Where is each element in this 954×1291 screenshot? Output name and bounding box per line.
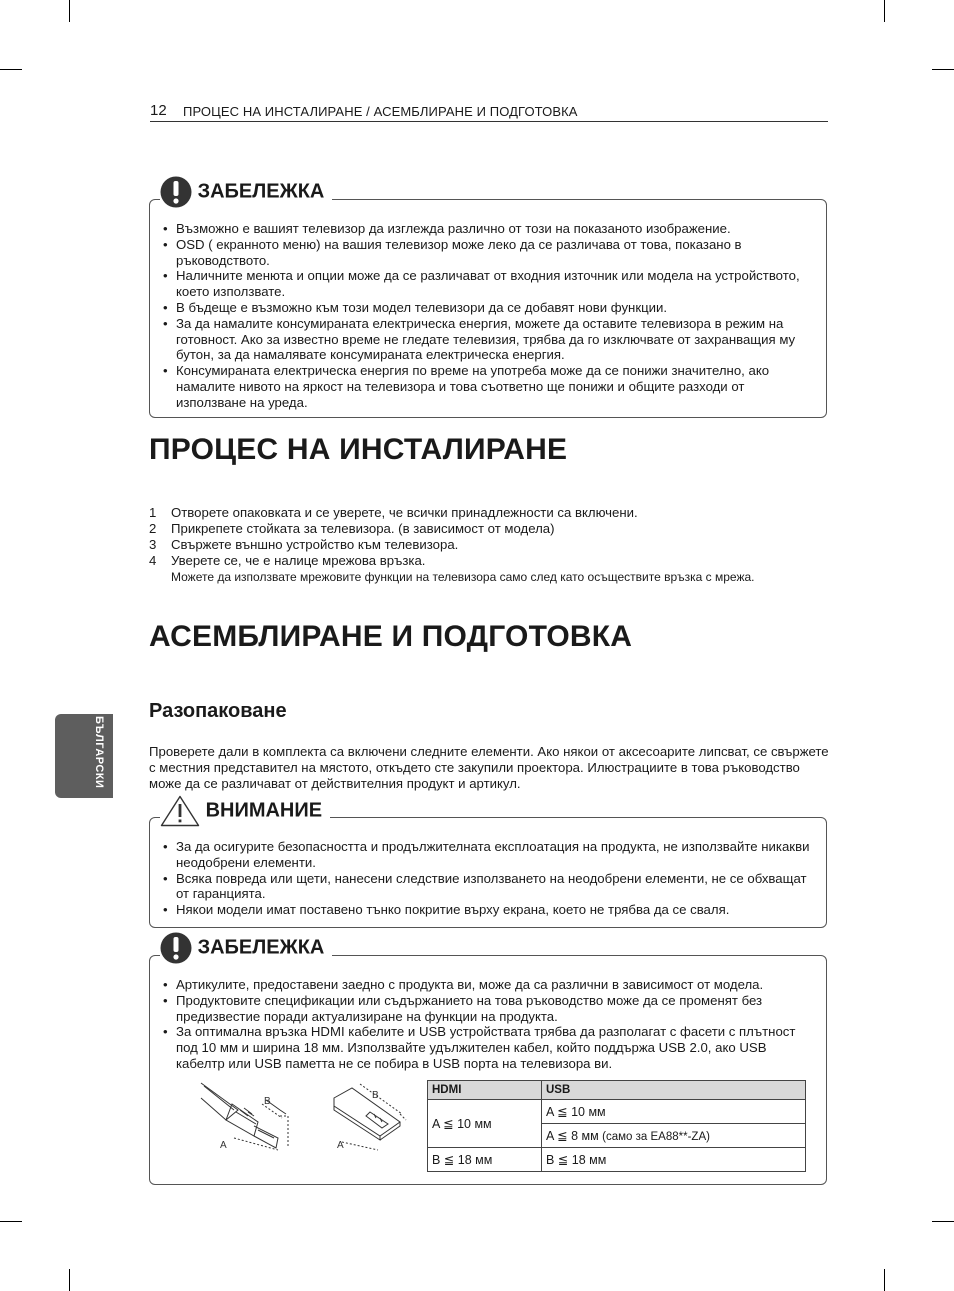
crop-mark: [69, 1269, 70, 1291]
column-header-usb: USB: [542, 1081, 806, 1100]
list-item: • За да намалите консумираната електрическа енергия, можете да оставите телевизора в режим на готовност. Ако за известно време не гледате телевизия, трябва да го изключвате от захранващия му бутон, за да намалявате консумираната електрическа енергия.: [163, 316, 813, 363]
list-item: • Консумираната електрическа енергия по време на употреба може да се понижи значително, ако намалите нивото на яркост на телевизора и това съответно ще понижи и общите разходи от използване на уреда.: [163, 363, 813, 410]
list-item: • Продуктовите спецификации или съдържанието на това ръководство може да се променят без предизвестие поради актуализиране на функции на продукта.: [163, 993, 815, 1025]
list-item: • В бъдеще е възможно към този модел телевизори да се добавят нови функции.: [163, 300, 813, 316]
dimension-label-b: B: [264, 1096, 271, 1107]
warning-triangle-icon: [160, 795, 200, 827]
crop-mark: [69, 0, 70, 22]
table-row: [428, 1100, 806, 1124]
crop-mark: [0, 1221, 22, 1222]
caution-box-title: ВНИМАНИЕ: [160, 795, 330, 827]
crop-mark: [932, 69, 954, 70]
intro-paragraph: Проверете дали в комплекта са включени следните елементи. Ако някои от аксесоарите липсват, се свържете с местния представител на мястото, откъдето сте закупили проектора. Илюстрациите в това ръководство може да се различават от действителния продукт и артикул.: [149, 744, 829, 791]
section-heading-install: ПРОЦЕС НА ИНСТАЛИРАНЕ: [149, 433, 568, 466]
crop-mark: [884, 0, 885, 22]
dimension-label-a: A: [220, 1140, 227, 1151]
note-box-title: ЗАБЕЛЕЖКА: [160, 932, 332, 964]
table-cell: A ≦ 10 мм: [542, 1100, 806, 1124]
connector-spec-table: [427, 1080, 806, 1172]
crop-mark: [0, 69, 22, 70]
page-number: 12: [150, 102, 167, 119]
hdmi-connector-icon: [196, 1080, 306, 1155]
subsection-heading: Разопаковане: [149, 700, 287, 722]
list-item: 4 Уверете се, че е налице мрежова връзка. Можете да използвате мрежовите функции на телевизора само след като осъществите връзка с мрежа.: [149, 553, 829, 585]
dimension-label-a: A: [337, 1140, 344, 1151]
running-header: ПРОЦЕС НА ИНСТАЛИРАНЕ / АСЕМБЛИРАНЕ И ПОДГОТОВКА: [183, 104, 578, 119]
list-item: • OSD ( екранното меню) на вашия телевизор може леко да се различава от това, показано в ръководството.: [163, 237, 813, 269]
note-list: [163, 221, 813, 411]
list-item: • За да осигурите безопасността и продължителната експлоатация на продукта, не използвайте никакви неодобрени елементи.: [163, 839, 813, 871]
crop-mark: [884, 1269, 885, 1291]
list-item: • Наличните менюта и опции може да се различават от входния източник или модела на устройството, което използвате.: [163, 268, 813, 300]
exclamation-circle-icon: [160, 176, 192, 208]
header-rule: [150, 121, 828, 122]
exclamation-circle-icon: [160, 932, 192, 964]
usb-connector-icon: [330, 1080, 410, 1155]
list-item: • Артикулите, предоставени заедно с продукта ви, може да са различни в зависимост от модела.: [163, 977, 815, 993]
language-tab: БЪЛГАРСКИ: [55, 714, 113, 798]
table-header-row: [428, 1081, 806, 1100]
list-item: • Възможно е вашият телевизор да изглежда различно от този на показаното изображение.: [163, 221, 813, 237]
list-item: • Някои модели имат поставено тънко покритие върху екрана, което не трябва да се сваля.: [163, 902, 813, 918]
note-list: [163, 977, 815, 1072]
table-cell: B ≦ 18 мм: [542, 1148, 806, 1172]
list-item: 3 Свържете външно устройство към телевизора.: [149, 537, 459, 552]
table-row: [428, 1148, 806, 1172]
list-item: • Всяка повреда или щети, нанесени следствие използването на неодобрени елементи, не се обхващат от гаранцията.: [163, 871, 813, 903]
step-note: Можете да използвате мрежовите функции на телевизора само след като осъществите връзка с мрежа.: [171, 570, 755, 584]
column-header-hdmi: HDMI: [428, 1081, 542, 1100]
list-item: • За оптимална връзка HDMI кабелите и USB устройствата трябва да разполагат с фасети с плътност под 10 мм и ширина 18 мм. Използвайте удължителен кабел, който поддържа USB 2.0, ако USB кабелтр или USB паметта не се побира в USB порта на телевизора ви.: [163, 1024, 815, 1071]
table-cell: A ≦ 10 мм: [428, 1100, 542, 1148]
table-cell: B ≦ 18 мм: [428, 1148, 542, 1172]
install-steps: [149, 505, 829, 585]
list-item: 1 Отворете опаковката и се уверете, че всички принадлежности са включени.: [149, 505, 638, 520]
dimension-label-b: B: [372, 1090, 379, 1101]
list-item: 2 Прикрепете стойката за телевизора. (в зависимост от модела): [149, 521, 555, 536]
section-heading-assembly: АСЕМБЛИРАНЕ И ПОДГОТОВКА: [149, 620, 633, 653]
note-box-title: ЗАБЕЛЕЖКА: [160, 176, 332, 208]
caution-list: [163, 839, 813, 918]
table-cell: A ≦ 8 мм (само за EA88**-ZA): [542, 1124, 806, 1148]
crop-mark: [932, 1221, 954, 1222]
